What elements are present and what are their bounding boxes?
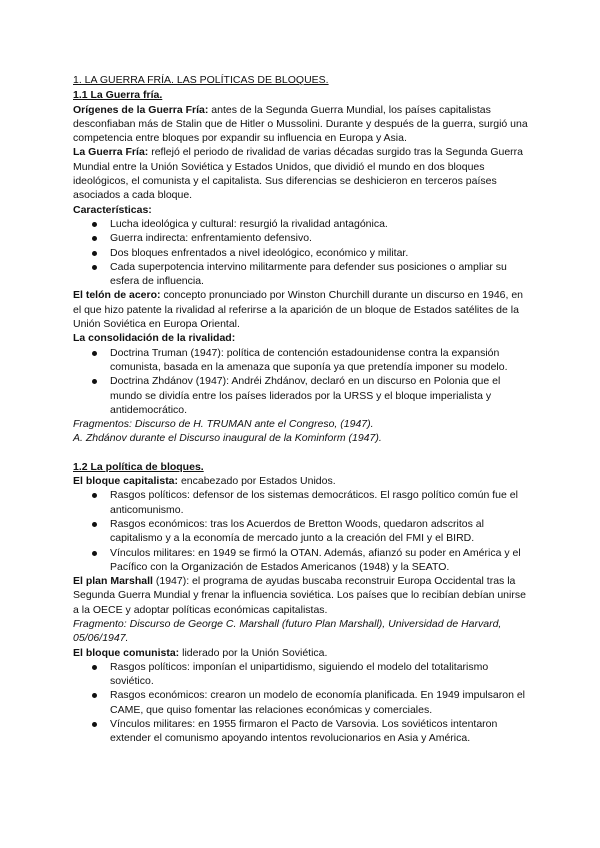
guerra-fria-label: La Guerra Fría: (73, 146, 149, 159)
comunista-text: liderado por la Unión Soviética. (179, 646, 328, 659)
caracteristicas-list (73, 217, 528, 288)
list-item: Rasgos económicos: crearon un modelo de economía planificada. En 1949 impulsaron el CAME, que quiso fomentar las relaciones económicas y comerciales. (91, 688, 528, 717)
list-item: Guerra indirecta: enfrentamiento defensivo. (91, 231, 528, 245)
telon-paragraph (73, 288, 528, 331)
capitalista-paragraph (73, 474, 528, 488)
consolidacion-list (73, 346, 528, 417)
list-item: Doctrina Zhdánov (1947): Andréi Zhdánov, declaró en un discurso en Polonia que el mundo se dividía entre los países liderados por la URSS y el bloque imperialista y antidemocrático. (91, 374, 528, 417)
page-title: 1. LA GUERRA FRÍA. LAS POLÍTICAS DE BLOQUES. (73, 74, 329, 86)
list-item: Rasgos políticos: imponían el unipartidismo, siguiendo el modelo del totalitarismo soviético. (91, 660, 528, 689)
list-item: Rasgos económicos: tras los Acuerdos de Bretton Woods, quedaron adscritos al capitalismo y a la economía de mercado junto a la creación del FMI y el BIRD. (91, 517, 528, 546)
marshall-paragraph (73, 574, 528, 617)
list-item: Dos bloques enfrentados a nivel ideológico, económico y militar. (91, 246, 528, 260)
telon-text: concepto pronunciado por Winston Churchill durante un discurso en 1946, en el que hizo patente la rivalidad al referirse a la aparición de un bloque de Estados satélites de la Unión Soviética en Europa Oriental. (73, 289, 524, 331)
list-item: Rasgos políticos: defensor de los sistemas democráticos. El rasgo político común fue el anticomunismo. (91, 488, 528, 517)
section-2-heading: 1.2 La política de bloques. (73, 460, 204, 473)
fragment-marshall: Fragmento: Discurso de George C. Marshall (futuro Plan Marshall), Universidad de Harvard, 05/06/1947. (73, 617, 502, 645)
telon-label: El telón de acero: (73, 289, 161, 302)
capitalista-text: encabezado por Estados Unidos. (178, 475, 336, 488)
list-item: Doctrina Truman (1947): política de contención estadounidense contra la expansión comunista, basada en la amenaza que suponía ya que pretendía imponer su modelo. (91, 346, 528, 375)
list-item: Lucha ideológica y cultural: resurgió la rivalidad antagónica. (91, 217, 528, 231)
guerra-fria-paragraph (73, 145, 528, 202)
marshall-text: (1947): el programa de ayudas buscaba reconstruir Europa Occidental tras la Segunda Guerra Mundial y frenar la influencia soviética. Los países que lo recibían debían unirse a la OECE y adoptar políticas económicas capitalistas. (73, 575, 526, 616)
section-1-heading: 1.1 La Guerra fría. (73, 89, 163, 102)
capitalista-list (73, 488, 528, 574)
list-item: Cada superpotencia intervino militarmente para defender sus posiciones o ampliar su esfera de influencia. (91, 260, 528, 289)
fragment-truman: Fragmentos: Discurso de H. TRUMAN ante el Congreso, (1947). (73, 418, 374, 431)
origenes-text: antes de la Segunda Guerra Mundial, los países capitalistas desconfiaban más de Stalin que de Hitler o Mussolini. Durante y después de la guerra, surgió una competencia entre bloques por expandir su influencia en Europa y Asia. (73, 103, 528, 145)
section-spacer (73, 446, 528, 460)
document-content (73, 73, 528, 746)
marshall-label: El plan Marshall (73, 575, 153, 588)
consolidacion-heading: La consolidación de la rivalidad: (73, 332, 236, 345)
list-item: Vínculos militares: en 1955 firmaron el Pacto de Varsovia. Los soviéticos intentaron extender el comunismo apoyando intentos revolucionarios en Asia y América. (91, 717, 528, 746)
caracteristicas-heading: Características: (73, 203, 152, 216)
guerra-fria-text: reflejó el periodo de rivalidad de varias décadas surgido tras la Segunda Guerra Mundial entre la Unión Soviética y Estados Unidos, que dividió el mundo en dos bloques ideológicos, el comunista y el capitalista. Sus diferencias se deshicieron en terceros países asociados a cada bloque. (73, 146, 524, 202)
origenes-paragraph (73, 103, 528, 146)
comunista-label: El bloque comunista: (73, 646, 180, 659)
fragment-zhdanov: A. Zhdánov durante el Discurso inaugural de la Kominform (1947). (73, 432, 382, 445)
comunista-list (73, 660, 528, 746)
origenes-label: Orígenes de la Guerra Fría: (73, 103, 209, 116)
comunista-paragraph (73, 646, 528, 660)
list-item: Vínculos militares: en 1949 se firmó la OTAN. Además, afianzó su poder en América y el Pacífico con la Organización de Estados Americanos (1948) y la SEATO. (91, 546, 528, 575)
capitalista-label: El bloque capitalista: (73, 475, 179, 488)
